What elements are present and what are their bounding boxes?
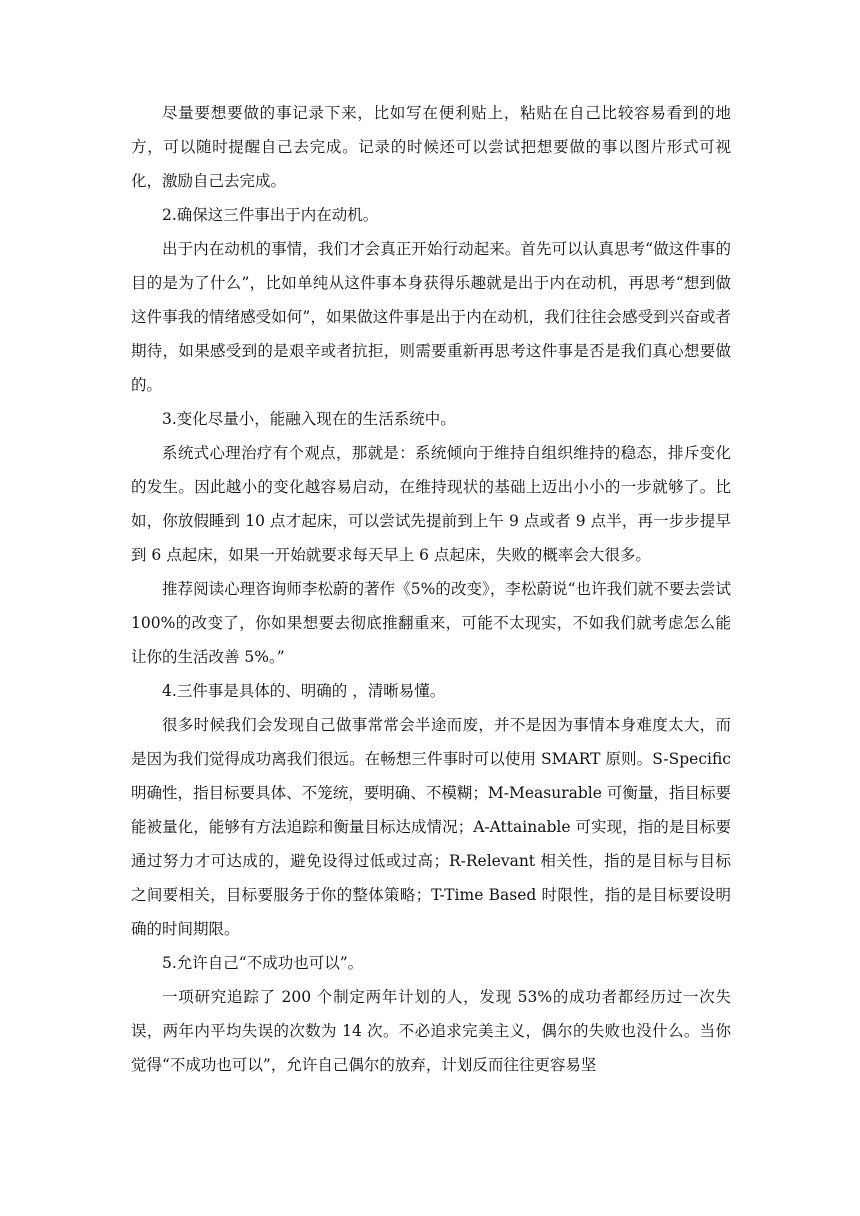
paragraph-systemic-therapy: 系统式心理治疗有个观点，那就是：系统倾向于维持自组织维持的稳态，排斥变化的发生。因此越小的变化越容易启动，在维持现状的基础上迈出小小的一步就够了。比如，你放假睡到 10 点才起床，可以尝试先提前到上午 9 点或者 9 点半，再一步步提早到 6 点起床，如果一开始就要求每天早上 6 点起床，失败的概率会大很多。 [131,444,731,564]
heading-allow-failure: 5.允许自己“不成功也可以”。 [162,954,364,972]
heading-specific-clear: 4.三件事是具体的、明确的 ，清晰易懂。 [162,682,446,700]
paragraph-research-study: 一项研究追踪了 200 个制定两年计划的人，发现 53%的成功者都经历过一次失误，两年内平均失误的次数为 14 次。不必追求完美主义，偶尔的失败也没什么。当你觉得“不成功也可以”，允许自己偶尔的放弃，计划反而往往更容易坚 [131,988,731,1074]
heading-intrinsic-motivation: 2.确保这三件事出于内在动机。 [162,206,379,224]
document-body [131,96,731,1082]
heading-small-change: 3.变化尽量小，能融入现在的生活系统中。 [162,410,456,428]
paragraph-record-tasks: 尽量要想要做的事记录下来，比如写在便利贴上，粘贴在自己比较容易看到的地方，可以随时提醒自己去完成。记录的时候还可以尝试把想要做的事以图片形式可视化，激励自己去完成。 [131,104,731,190]
paragraph-intrinsic-motivation: 出于内在动机的事情，我们才会真正开始行动起来。首先可以认真思考“做这件事的目的是为了什么”，比如单纯从这件事本身获得乐趣就是出于内在动机，再思考“想到做这件事我的情绪感受如何”，如果做这件事是出于内在动机，我们往往会感受到兴奋或者期待，如果感受到的是艰辛或者抗拒，则需要重新再思考这件事是否是我们真心想要做的。 [131,240,731,394]
paragraph-smart-principle: 很多时候我们会发现自己做事常常会半途而废，并不是因为事情本身难度太大，而是因为我们觉得成功离我们很远。在畅想三件事时可以使用 SMART 原则。S-Specific 明确性，指目标要具体、不笼统，要明确、不模糊；M-Measurable 可衡量，指目标要能被量化，能够有方法追踪和衡量目标达成情况；A-Attainable 可实现，指的是目标要通过努力才可达成的，避免设得过低或过高；R-Relevant 相关性，指的是目标与目标之间要相关，目标要服务于你的整体策略；T-Time Based 时限性，指的是目标要设明确的时间期限。 [131,716,731,938]
paragraph-book-recommendation: 推荐阅读心理咨询师李松蔚的著作《5%的改变》，李松蔚说“也许我们就不要去尝试 100%的改变了，你如果想要去彻底推翻重来，可能不太现实，不如我们就考虑怎么能让你的生活改善 5%。” [131,580,731,666]
